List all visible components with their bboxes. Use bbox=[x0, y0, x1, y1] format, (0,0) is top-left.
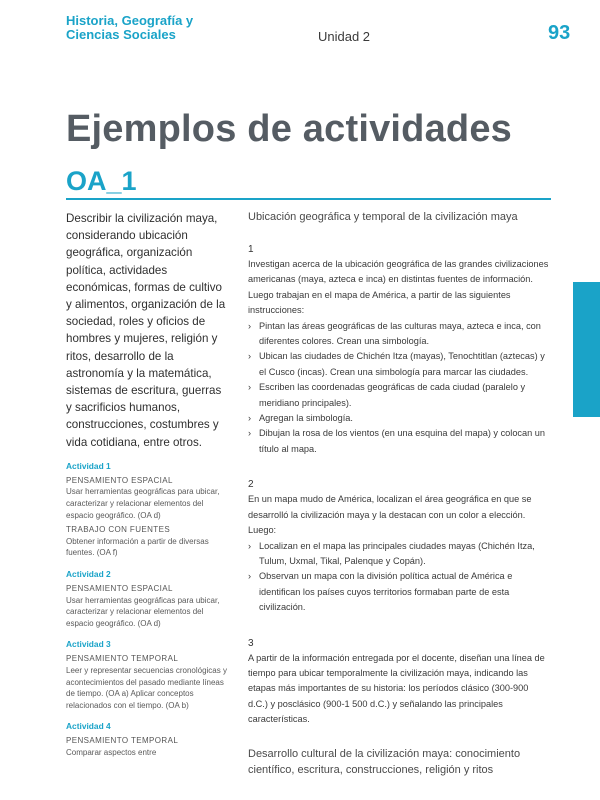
skill-item bbox=[66, 475, 228, 521]
list-item: › Localizan en el mapa las principales ciudades mayas (Chichén Itza, Tulum, Uxmal, Tikal, Palenque y Copán). bbox=[248, 539, 550, 570]
activity-intro: En un mapa mudo de América, localizan el área geográfica en que se desarrolló la civilización maya y la destacan con un color a elección. Luego: bbox=[248, 494, 532, 536]
skill-text: Usar herramientas geográficas para ubicar, caracterizar y relacionar elementos del espacio geográfico. (OA d) bbox=[66, 487, 220, 520]
activity-3 bbox=[248, 638, 550, 728]
side-tab bbox=[573, 282, 600, 417]
page-number: 93 bbox=[548, 22, 571, 44]
skill-text: Usar herramientas geográficas para ubicar, caracterizar y relacionar elementos del espacio geográfico. (OA d) bbox=[66, 595, 220, 628]
skill-text: Leer y representar secuencias cronológicas y acontecimientos del pasado mediante líneas de tiempo. (OA a) Aplicar conceptos relacionados con el tiempo. (OA b) bbox=[66, 665, 227, 710]
page-title: Ejemplos de actividades bbox=[66, 108, 512, 150]
skill-name: PENSAMIENTO ESPACIAL bbox=[66, 475, 173, 485]
list-item: › Escriben las coordenadas geográficas de cada ciudad (paralelo y meridiano principales). bbox=[248, 380, 550, 411]
right-column bbox=[248, 210, 550, 778]
skill-text: Comparar aspectos entre bbox=[66, 747, 157, 757]
skill-name: PENSAMIENTO ESPACIAL bbox=[66, 584, 173, 593]
skill-item bbox=[66, 653, 228, 711]
activity-title: Actividad 4 bbox=[66, 721, 111, 732]
skill-name: TRABAJO CON FUENTES bbox=[66, 525, 171, 535]
list-item: › Agregan la simbología. bbox=[248, 411, 550, 426]
activity-card-3 bbox=[66, 639, 228, 711]
instruction-list bbox=[248, 539, 550, 616]
activity-card-1 bbox=[66, 461, 228, 559]
skill-item bbox=[66, 735, 228, 758]
skill-name: PENSAMIENTO TEMPORAL bbox=[66, 736, 179, 746]
oa-divider bbox=[66, 198, 551, 200]
left-column bbox=[66, 210, 228, 762]
oa-description: Describir la civilización maya, considerando ubicación geográfica, organización política, actividades económicas, formas de cultivo y alimentos, organización de la sociedad, roles y oficios de hombres y mujeres, religión y ritos, desarrollo de la astronomía y la matemática, sistemas de escritura, guerras y sacrificios humanos, construcciones, costumbres y vida cotidiana, entre otros. bbox=[66, 212, 226, 449]
skill-item bbox=[66, 583, 228, 629]
activity-intro: A partir de la información entregada por el docente, diseñan una línea de tiempo para ubicar temporalmente la civilización maya, indicando las etapas más importantes de su historia: los períodos clásico (300-900 d.C.) y posclásico (900-1 500 d.C.) y señalando las principales características. bbox=[248, 652, 545, 725]
activity-number: 1 bbox=[248, 244, 254, 255]
section-title: Ubicación geográfica y temporal de la civilización maya bbox=[248, 211, 518, 223]
activity-title: Actividad 2 bbox=[66, 569, 111, 579]
list-item: › Ubican las ciudades de Chichén Itza (mayas), Tenochtitlan (aztecas) y el Cusco (incas). Crean una simbología para marcar las ciudades. bbox=[248, 349, 550, 380]
activity-number: 2 bbox=[248, 479, 254, 491]
activity-title: Actividad 3 bbox=[66, 639, 111, 650]
list-item: › Dibujan la rosa de los vientos (en una esquina del mapa) y colocan un título al mapa. bbox=[248, 426, 550, 457]
skill-name: PENSAMIENTO TEMPORAL bbox=[66, 654, 179, 664]
instruction-list bbox=[248, 319, 550, 458]
header-subject: Historia, Geografía y Ciencias Sociales bbox=[66, 13, 194, 42]
activity-2 bbox=[248, 479, 550, 615]
activity-title: Actividad 1 bbox=[66, 460, 111, 471]
list-item: › Pintan las áreas geográficas de las culturas maya, azteca e inca, con diferentes colores. Crean una simbología. bbox=[248, 319, 550, 350]
header-unit: Unidad 2 bbox=[318, 29, 371, 44]
oa-title: OA_1 bbox=[66, 166, 137, 196]
activity-card-2 bbox=[66, 569, 228, 629]
list-item: › Observan un mapa con la división política actual de América e identifican los países cuyos territorios formaban parte de esta civilización. bbox=[248, 569, 550, 615]
activity-intro: Investigan acerca de la ubicación geográfica de las grandes civilizaciones americanas (maya, azteca e inca) en distintas fuentes de información. Luego trabajan en el mapa de América, a partir de las siguientes instrucciones: bbox=[248, 259, 549, 316]
section-title: Desarrollo cultural de la civilización maya: conocimiento científico, escritura, construcciones, religión y ritos bbox=[248, 747, 521, 776]
activity-card-4 bbox=[66, 721, 228, 758]
skill-text: Obtener información a partir de diversas fuentes. (OA f) bbox=[66, 536, 209, 558]
activity-number: 3 bbox=[248, 637, 254, 649]
activity-1 bbox=[248, 244, 550, 457]
skill-item bbox=[66, 524, 228, 559]
